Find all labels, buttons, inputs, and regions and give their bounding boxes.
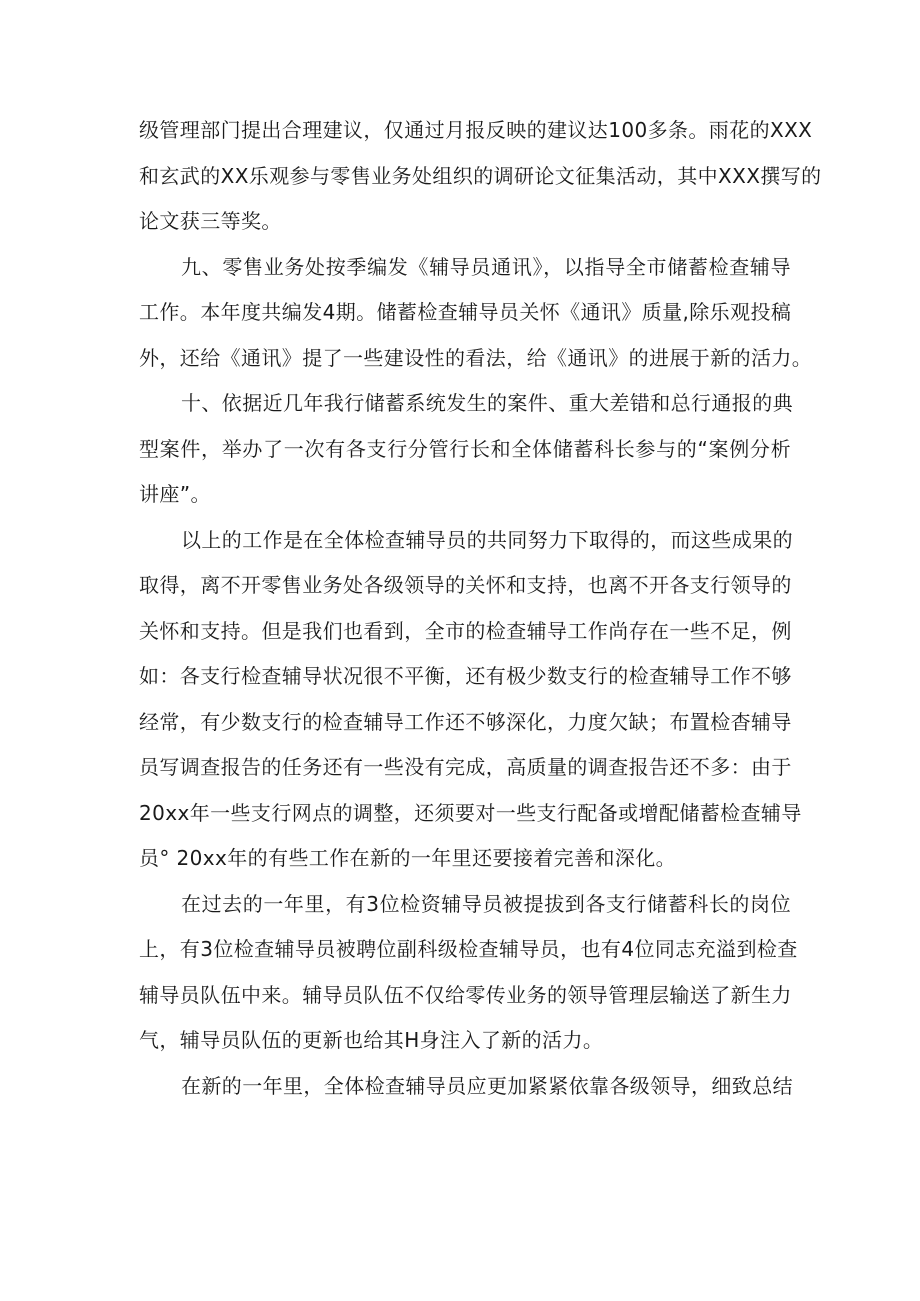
text-line: 如：各支行检查辅导状况很不平衡，还有极少数支行的检查辅导工作不够 xyxy=(139,664,792,688)
text-line: 辅导员队伍中来。辅导员队伍不仅给零传业务的领导管理层输送了新生力 xyxy=(139,982,792,1007)
paragraph-suggestions-continued xyxy=(139,108,822,245)
text-line: 以上的工作是在全体检查辅导员的共同努力下取得的，而这些成果的 xyxy=(181,527,793,552)
text-line: 员写调查报告的任务还有一些没有完成，高质量的调查报告还不多：由于 xyxy=(139,755,792,779)
paragraph-past-year xyxy=(139,882,798,1064)
text-line: 工作。本年度共编发4期。储蓄检查辅导员关怀《通讯》质量,除乐观投稿 xyxy=(139,300,792,324)
text-line: 员° 20xx年的有些工作在新的一年里还要接着完善和深化。 xyxy=(139,846,677,870)
text-line: 型案件，举办了一次有各支行分管行长和全体储蓄科长参与的“案例分析 xyxy=(139,436,791,461)
text-line: 20xx年一些支行网点的调整，还须要对一些支行配备或增配储蓄检查辅导 xyxy=(139,800,802,825)
paragraph-new-year xyxy=(139,1064,791,1110)
text-line: 十、依据近几年我行储蓄系统发生的案件、重大差错和总行通报的典 xyxy=(181,391,793,415)
text-line: 经常，有少数支行的检查辅导工作还不够深化，力度欠缺；布置检杳辅导 xyxy=(139,709,792,734)
text-line: 关怀和支持。但是我们也看到，全市的检查辅导工作尚存在一些不足，例 xyxy=(139,618,792,643)
document-body xyxy=(139,108,822,1109)
text-line: 级管理部门提出合理建议，仅通过月报反映的建议达100多条。雨花的XXX xyxy=(139,118,813,142)
text-line: 九、零售业务处按季编发《辅导员通讯》，以指导全市储蓄检查辅导 xyxy=(181,254,791,279)
text-line: 和玄武的XX乐观参与零售业务处组织的调研论文征集活动，其中XXX撰写的 xyxy=(139,163,822,188)
text-line: 气，辅导员队伍的更新也给其H身注入了新的活力。 xyxy=(139,1028,604,1052)
text-line: 在过去的一年里，有3位检资辅导员被提拔到各支行储蓄科长的岗位 xyxy=(181,891,791,916)
text-line: 上，有3位检查辅导员被聘位副科级检查辅导员，也有4位同志充溢到检查 xyxy=(139,937,798,961)
text-line: 外，还给《通讯》提了一些建设性的看法，给《通讯》的进展于新的活力。 xyxy=(139,345,813,370)
text-line: 论文获三等奖。 xyxy=(139,209,282,233)
text-line: 在新的一年里，全体检查辅导员应更加紧紧依靠各级领导，细致总结 xyxy=(181,1073,793,1098)
text-line: 讲座”。 xyxy=(139,482,211,506)
paragraph-summary-shortcomings xyxy=(139,518,802,882)
text-line: 取得，离不开零售业务处各级领导的关怀和支持，也离不开各支行领导的 xyxy=(139,573,792,597)
paragraph-item-ten xyxy=(139,381,791,518)
paragraph-item-nine xyxy=(139,245,813,382)
